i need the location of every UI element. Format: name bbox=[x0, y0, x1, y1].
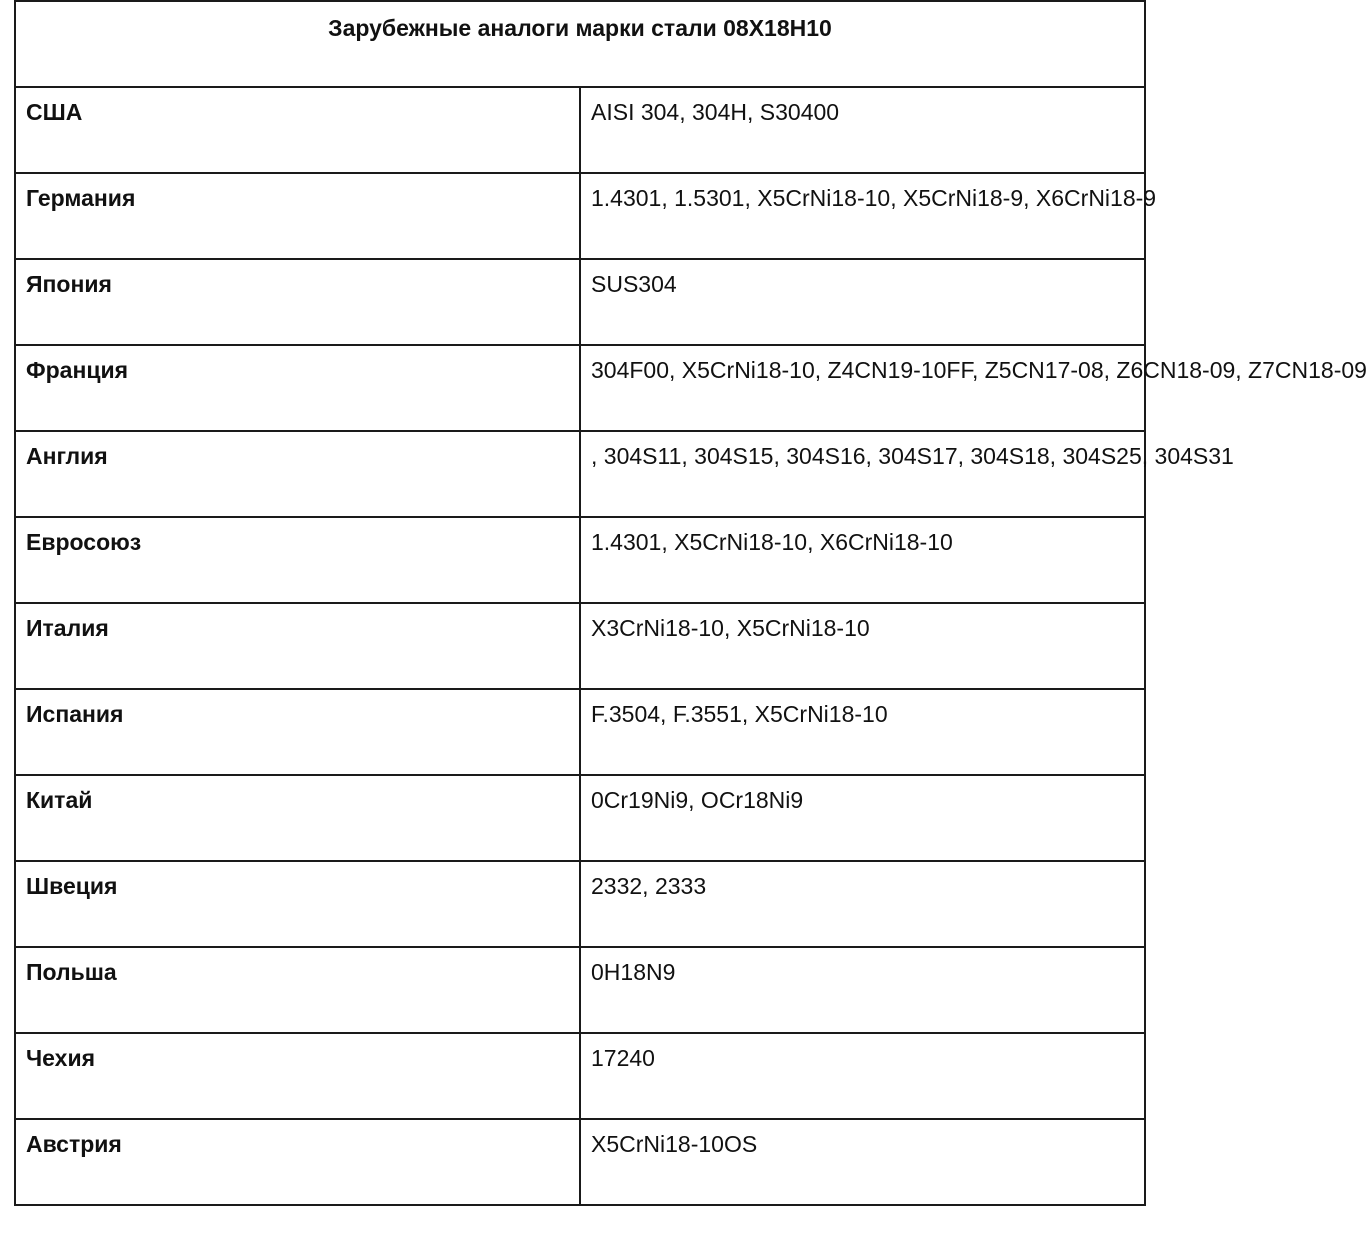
country-name: Чехия bbox=[26, 1045, 95, 1071]
analog-grades: 0H18N9 bbox=[591, 959, 676, 985]
analog-grades: F.3504, F.3551, X5CrNi18-10 bbox=[591, 701, 888, 727]
analogs-cell bbox=[580, 775, 1145, 861]
country-name: Польша bbox=[26, 959, 117, 985]
analogs-cell bbox=[580, 689, 1145, 775]
table-row bbox=[15, 689, 1145, 775]
table-row bbox=[15, 1119, 1145, 1205]
country-cell bbox=[15, 861, 580, 947]
country-cell bbox=[15, 775, 580, 861]
table-row bbox=[15, 345, 1145, 431]
analog-grades: 1.4301, X5CrNi18-10, X6CrNi18-10 bbox=[591, 529, 953, 555]
country-name: Англия bbox=[26, 443, 108, 469]
country-cell bbox=[15, 689, 580, 775]
steel-analogs-table bbox=[14, 0, 1367, 1206]
analog-grades: AISI 304, 304H, S30400 bbox=[591, 99, 840, 125]
country-name: Швеция bbox=[26, 873, 118, 899]
table-title-row bbox=[15, 1, 1145, 87]
table-row bbox=[15, 431, 1145, 517]
analogs-cell bbox=[580, 861, 1145, 947]
country-cell bbox=[15, 259, 580, 345]
analogs-cell bbox=[580, 345, 1367, 431]
analog-grades: , 304S11, 304S15, 304S16, 304S17, 304S18, 304S25, 304S31 bbox=[591, 443, 1234, 469]
analogs-cell bbox=[580, 1119, 1145, 1205]
country-cell bbox=[15, 517, 580, 603]
country-cell bbox=[15, 1119, 580, 1205]
table-row bbox=[15, 259, 1145, 345]
table-title-cell bbox=[15, 1, 1145, 87]
country-name: Испания bbox=[26, 701, 124, 727]
table-row bbox=[15, 517, 1145, 603]
country-name: Франция bbox=[26, 357, 129, 383]
table-row bbox=[15, 173, 1145, 259]
country-name: США bbox=[26, 99, 83, 125]
analog-grades: 1.4301, 1.5301, X5CrNi18-10, X5CrNi18-9, X6CrNi18-9 bbox=[591, 185, 1157, 211]
table-title: Зарубежные аналоги марки стали 08Х18Н10 bbox=[328, 15, 832, 41]
analogs-cell bbox=[580, 603, 1145, 689]
table-row bbox=[15, 1033, 1145, 1119]
country-name: Германия bbox=[26, 185, 136, 211]
analogs-cell bbox=[580, 431, 1234, 517]
country-cell bbox=[15, 87, 580, 173]
country-name: Китай bbox=[26, 787, 93, 813]
table-body bbox=[15, 87, 1367, 1205]
country-cell bbox=[15, 345, 580, 431]
analog-grades: X5CrNi18-10OS bbox=[591, 1131, 758, 1157]
country-cell bbox=[15, 431, 580, 517]
country-name: Австрия bbox=[26, 1131, 122, 1157]
analog-grades: SUS304 bbox=[591, 271, 677, 297]
analog-grades: 0Cr19Ni9, OCr18Ni9 bbox=[591, 787, 804, 813]
table-row bbox=[15, 947, 1145, 1033]
country-cell bbox=[15, 947, 580, 1033]
analogs-cell bbox=[580, 1033, 1145, 1119]
table-row bbox=[15, 603, 1145, 689]
analog-grades: 2332, 2333 bbox=[591, 873, 707, 899]
country-name: Евросоюз bbox=[26, 529, 142, 555]
country-cell bbox=[15, 1033, 580, 1119]
analogs-cell bbox=[580, 259, 1145, 345]
country-cell bbox=[15, 603, 580, 689]
country-name: Япония bbox=[26, 271, 112, 297]
table-row bbox=[15, 861, 1145, 947]
analog-grades: 17240 bbox=[591, 1045, 655, 1071]
country-name: Италия bbox=[26, 615, 109, 641]
analog-grades: 304F00, X5CrNi18-10, Z4CN19-10FF, Z5CN17-08, Z6CN18-09, Z7CN18-09 bbox=[591, 357, 1367, 383]
analog-grades: X3CrNi18-10, X5CrNi18-10 bbox=[591, 615, 870, 641]
analogs-cell bbox=[580, 87, 1145, 173]
analogs-cell bbox=[580, 947, 1145, 1033]
table-row bbox=[15, 775, 1145, 861]
analogs-cell bbox=[580, 517, 1145, 603]
country-cell bbox=[15, 173, 580, 259]
table-row bbox=[15, 87, 1145, 173]
analogs-cell bbox=[580, 173, 1157, 259]
